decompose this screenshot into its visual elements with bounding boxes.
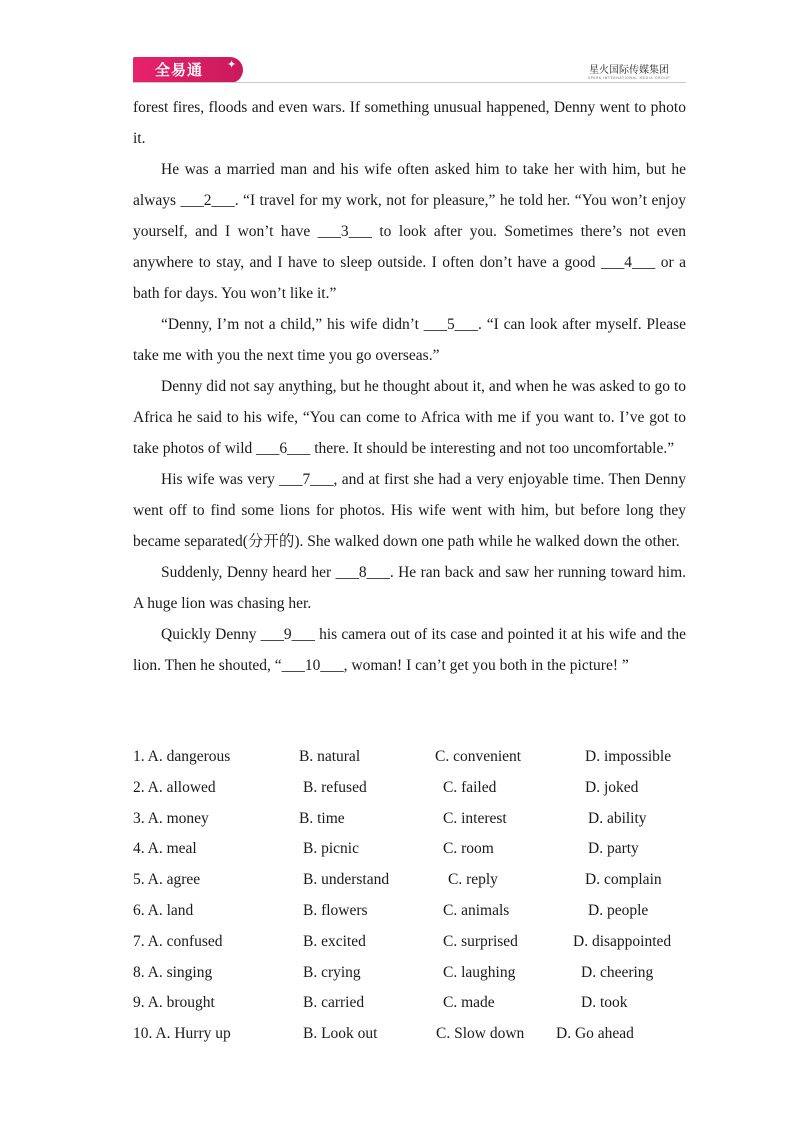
option-d: D. joked [585,778,639,796]
question-row [133,773,693,804]
option-c: C. Slow down [436,1025,525,1043]
option-a: 3. A. money [133,809,209,827]
option-c: C. surprised [443,932,518,950]
option-c: C. animals [443,901,510,919]
logo [133,57,243,83]
question-row [133,804,693,835]
option-a: 2. A. allowed [133,778,216,796]
option-d: D. impossible [585,748,672,765]
question-row [133,1019,693,1050]
option-d: D. party [588,840,639,858]
paragraph: forest fires, floods and even wars. If something unusual happened, Denny went to photo it. [133,99,686,147]
option-b: B. natural [299,748,361,765]
question-row [133,958,693,989]
option-c: C. room [443,840,494,858]
option-c: C. failed [443,778,497,796]
option-b: B. crying [303,963,361,981]
option-d: D. complain [585,871,662,889]
logo-text: 全易通 [155,61,204,79]
page-header [0,0,800,90]
question-row [133,865,693,896]
option-a: 10. A. Hurry up [133,1025,231,1043]
question-row [133,834,693,865]
option-a: 4. A. meal [133,840,197,858]
option-a: 9. A. brought [133,994,215,1012]
answer-options [133,742,693,1050]
option-b: B. carried [303,994,365,1012]
option-b: B. flowers [303,901,368,919]
option-d: D. Go ahead [556,1025,634,1043]
option-c: C. laughing [443,963,516,981]
paragraph: “Denny, I’m not a child,” his wife didn’t ___5___. “I can look after myself. Please take me with you the next time you go overseas.” [133,316,686,364]
option-b: B. refused [303,778,367,796]
option-c: C. made [443,994,495,1012]
question-row [133,988,693,1019]
brand-name: 星火国际传媒集团 [588,65,669,76]
option-d: D. cheering [581,963,654,981]
option-d: D. people [588,901,649,919]
option-d: D. took [581,994,628,1012]
option-c: C. reply [448,871,498,889]
paragraph: He was a married man and his wife often asked him to take her with him, but he always ___2___. “I travel for my work, not for pleasure,” he told her. “You won’t enjoy yourself, and I won’t have ___3___ to look after you. Sometimes there’s not even anywhere to stay, and I have to sleep outside. I often don’t have a good ___4___ or a bath for days. You won’t like it.” [133,161,686,302]
paragraph: Suddenly, Denny heard her ___8___. He ran back and saw her running toward him. A huge lion was chasing her. [133,564,686,612]
option-b: B. picnic [303,840,359,858]
question-row [133,896,693,927]
brand-subtitle: SPARK INTERNATIONAL MEDIA GROUP [587,76,670,80]
option-b: B. understand [303,871,390,889]
paragraph: Quickly Denny ___9___ his camera out of its case and pointed it at his wife and the lion. Then he shouted, “___10___, woman! I can’t get you both in the picture! ” [133,626,686,674]
option-a: 7. A. confused [133,932,223,950]
question-row [133,927,693,958]
sparkle-icon: ✦ [227,58,237,71]
option-a: 1. A. dangerous [133,748,231,765]
option-c: C. convenient [435,748,522,765]
paragraph: Denny did not say anything, but he thought about it, and when he was asked to go to Africa he said to his wife, “You can come to Africa with me if you want to. I’ve got to take photos of wild ___6___ there. It should be interesting and not too uncomfortable.” [133,378,686,457]
option-b: B. excited [303,932,366,950]
option-b: B. Look out [303,1025,378,1043]
option-a: 8. A. singing [133,963,213,981]
header-divider [133,82,686,83]
publisher-brand [588,61,670,80]
paragraph: His wife was very ___7___, and at first she had a very enjoyable time. Then Denny went off to find some lions for photos. His wife went with him, but before long they became separated(分开的). She walked down one path while he walked down the other. [133,471,686,550]
option-b: B. time [299,809,345,827]
option-d: D. disappointed [573,932,672,950]
option-c: C. interest [443,809,507,827]
option-a: 5. A. agree [133,871,201,889]
option-d: D. ability [588,809,647,827]
passage [133,92,686,681]
question-row [133,742,693,773]
option-a: 6. A. land [133,901,194,919]
